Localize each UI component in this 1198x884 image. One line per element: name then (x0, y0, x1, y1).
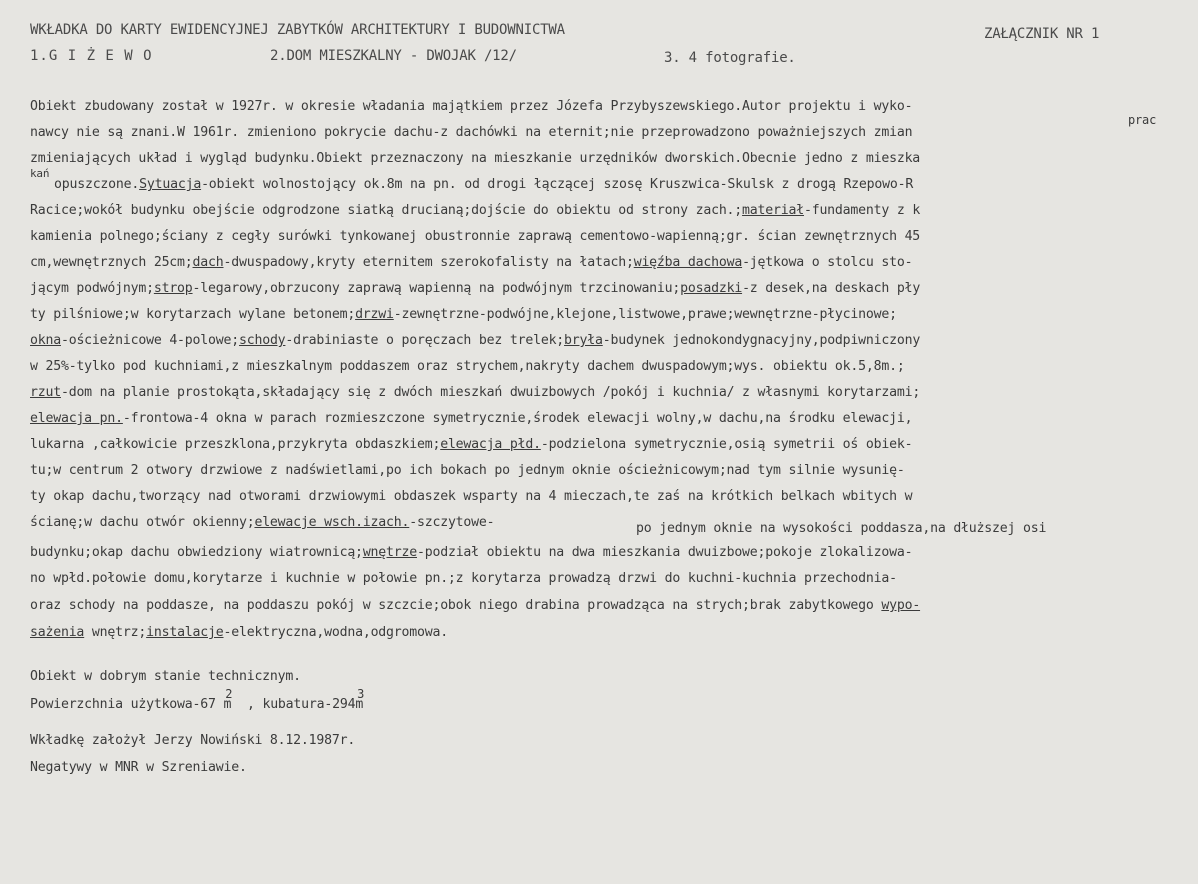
body-line-15: tu;w centrum 2 otwory drzwiowe z nadświetlami,po ich bokach po jednym oknie ościeżnicowym;nad tym silnie wysunię- (30, 463, 905, 478)
heading-rzut: rzut (30, 385, 61, 400)
heading-elewacje-wsch-zach: elewacje wsch.izach. (254, 515, 410, 530)
body-line-12: rzut-dom na planie prostokąta,składający się z dwóch mieszkań dwuizbowych /pokój i kuchnia/ z własnymi korytarzami; (30, 385, 921, 400)
heading-elewacja-pld: elewacja płd. (440, 437, 541, 452)
inserted-note: kań (30, 167, 50, 180)
heading-wnetrze: wnętrze (362, 545, 417, 560)
heading-elewacja-pn: elewacja pn. (30, 411, 123, 426)
body-line-16: ty okap dachu,tworzący nad otworami drzwiowymi obdaszek wsparty na 4 mieczach,te zaś na krótkich belkach wbitych w (30, 489, 913, 504)
body-line-20: oraz schody na poddasze, na poddaszu pokój w szczcie;obok niego drabina prowadząca na strych;brak zabytkowego wypo- (30, 598, 921, 613)
body-line-10: okna-ościeżnicowe 4-polowe;schody-drabiniaste o poręczach bez trelek;bryła-budynek jednokondygnacyjny,podpiwniczony (30, 333, 921, 348)
heading-drzwi: drzwi (355, 307, 394, 322)
author-statement: Wkładkę założył Jerzy Nowiński 8.12.1987r. (30, 733, 356, 748)
body-line-2: nawcy nie są znani.W 1961r. zmieniono pokrycie dachu-z dachówki na eternit;nie przeprowadzono poważniejszych zmian (30, 125, 913, 140)
body-line-21: sażenia wnętrz;instalacje-elektryczna,wodna,odgromowa. (30, 625, 448, 640)
body-line-9: ty pilśniowe;w korytarzach wylane betonem;drzwi-zewnętrzne-podwójne,klejone,listwowe,prawe;wewnętrzne-płycinowe; (30, 307, 897, 322)
attachment-label: ZAŁĄCZNIK NR 1 (984, 26, 1100, 42)
object-name: 2.DOM MIESZKALNY - DWOJAK /12/ (270, 48, 517, 64)
body-line-6: kamienia polnego;ściany z cegły surówki tynkowanej obustronnie zaprawą cementowo-wapienną;gr. ścian zewnętrznych 45 (30, 229, 921, 244)
heading-strop: strop (153, 281, 193, 296)
superscript-2: 2 (225, 687, 233, 701)
body-line-7: cm,wewnętrznych 25cm;dach-dwuspadowy,kryty eternitem szerokofalisty na łatach;więźba dachowa-jętkowa o stolcu sto- (30, 255, 913, 270)
body-line-3: zmieniających układ i wygląd budynku.Obiekt przeznaczony na mieszkanie urzędników dworskich.Obecnie jedno z mieszka (30, 151, 921, 166)
body-line-18: budynku;okap dachu obwiedziony wiatrownicą;wnętrze-podział obiektu na dwa mieszkania dwuizbowe;pokoje zlokalizowa- (30, 545, 913, 560)
heading-wyposazenia: wypo- (881, 598, 921, 613)
document-title: WKŁADKA DO KARTY EWIDENCYJNEJ ZABYTKÓW ARCHITEKTURY I BUDOWNICTWA (30, 22, 565, 38)
body-line-5: Racice;wokół budynku obejście odgrodzone siatką drucianą;dojście do obiektu od strony zach.;materiał-fundamenty z k (30, 203, 921, 218)
heading-dach: dach (192, 255, 224, 270)
heading-wiezba: więźba dachowa (633, 255, 743, 270)
heading-okna: okna (30, 333, 61, 348)
heading-schody: schody (238, 333, 286, 348)
photo-count: 3. 4 fotografie. (664, 50, 796, 66)
body-line-4: opuszczone.Sytuacja-obiekt wolnostojący ok.8m na pn. od drogi łączącej szosę Kruszwica-Skulsk z drogą Rzepowo-R (54, 177, 914, 192)
body-line-19: no wpłd.połowie domu,korytarze i kuchnie w połowie pn.;z korytarza prowadzą drzwi do kuchni-kuchnia przechodnia- (30, 571, 897, 586)
body-line-13: elewacja pn.-frontowa-4 okna w parach rozmieszczone symetrycznie,środek elewacji wolny,w dachu,na środku elewacji, (30, 411, 913, 426)
body-line-17-continued: po jednym oknie na wysokości poddasza,na dłuższej osi (636, 521, 1047, 536)
body-line-11: w 25%-tylko pod kuchniami,z mieszkalnym poddaszem oraz strychem,nakryty dachem dwuspadowym;wys. obiektu ok.5,8m.; (30, 359, 905, 374)
heading-bryla: bryła (564, 333, 603, 348)
heading-sytuacja: Sytuacja (139, 177, 202, 192)
heading-instalacje: instalacje (146, 625, 224, 640)
body-line-17: ścianę;w dachu otwór okienny;elewacje wsch.izach.-szczytowe- (30, 515, 495, 530)
place-name: 1.G I Ż E W O (30, 48, 153, 64)
condition-statement: Obiekt w dobrym stanie technicznym. (30, 669, 301, 684)
negatives-location: Negatywy w MNR w Szreniawie. (30, 760, 247, 775)
area-and-volume: Powierzchnia użytkowa-67 m 2 , kubatura-294m 3 (30, 687, 365, 712)
heading-posadzki: posadzki (680, 281, 743, 296)
body-line-1: Obiekt zbudowany został w 1927r. w okresie władania majątkiem przez Józefa Przybyszewskiego.Autor projektu i wyko- (30, 99, 913, 114)
handwritten-correction: prac (1128, 113, 1157, 127)
heading-material: materiał (742, 203, 804, 218)
body-line-14: lukarna ,całkowicie przeszklona,przykryta obdaszkiem;elewacja płd.-podzielona symetrycznie,osią symetrii oś obiek- (30, 437, 913, 452)
superscript-3: 3 (357, 687, 365, 701)
body-line-8: jącym podwójnym;strop-legarowy,obrzucony zaprawą wapienną na podwójnym trzcinowaniu;posadzki-z desek,na deskach pły (30, 281, 921, 296)
